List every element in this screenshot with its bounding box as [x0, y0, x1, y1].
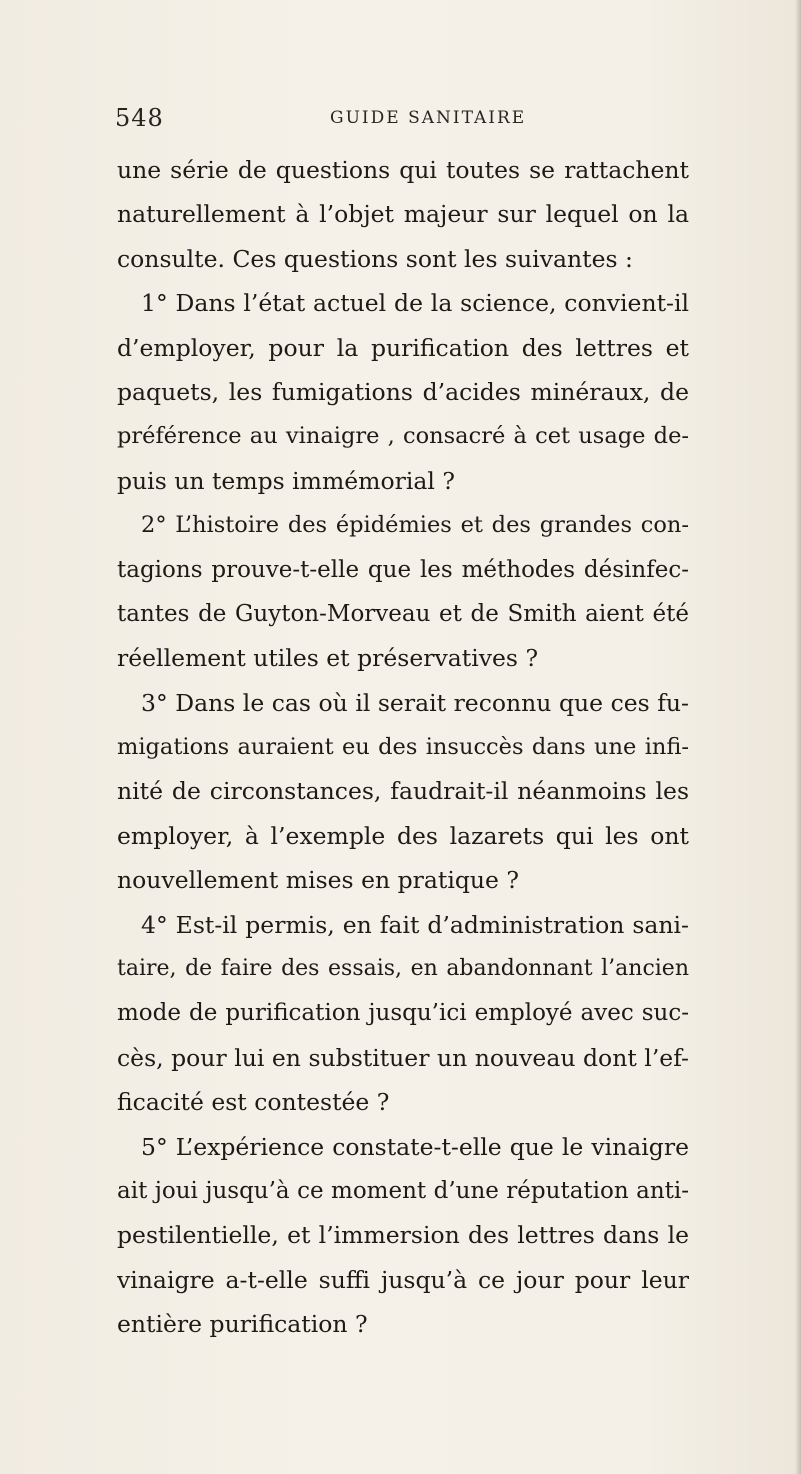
- text-line: une série de questions qui toutes se rattachent: [117, 156, 689, 184]
- text-line: entière purification ?: [117, 1310, 368, 1339]
- text-line: ait joui jusqu’à ce moment d’une réputation anti-: [117, 1177, 689, 1204]
- text-line: mode de purification jusqu’ici employé avec suc-: [117, 1000, 689, 1027]
- text-line: employer, à l’exemple des lazarets qui les ont: [117, 821, 689, 850]
- text-line: tagions prouve-t-elle que les méthodes désinfec-: [117, 556, 689, 583]
- text-line: 1° Dans l’état actuel de la science, convient-il: [141, 289, 689, 318]
- text-line: 3° Dans le cas où il serait reconnu que ces fu-: [141, 688, 689, 717]
- text-line: 2° L’histoire des épidémies et des grandes con-: [141, 512, 689, 539]
- text-line: vinaigre a-t-elle suffi jusqu’à ce jour pour leur: [117, 1265, 689, 1294]
- body-text: [117, 148, 689, 1347]
- text-line: réellement utiles et préservatives ?: [117, 644, 539, 673]
- text-line: paquets, les fumigations d’acides minéraux, de: [117, 377, 689, 406]
- text-line: ficacité est contestée ?: [117, 1088, 390, 1117]
- text-line: nouvellement mises en pratique ?: [117, 866, 519, 895]
- text-line: consulte. Ces questions sont les suivantes :: [117, 244, 633, 273]
- text-line: nité de circonstances, faudrait-il néanmoins les: [117, 777, 689, 806]
- text-line: cès, pour lui en substituer un nouveau dont l’ef-: [117, 1043, 689, 1072]
- text-line: pestilentielle, et l’immersion des lettres dans le: [117, 1221, 689, 1250]
- text-line: naturellement à l’objet majeur sur lequel on la: [117, 200, 689, 229]
- text-line: 5° L’expérience constate-t-elle que le vinaigre: [141, 1132, 689, 1161]
- text-line: migations auraient eu des insuccès dans une infi-: [117, 734, 689, 761]
- text-line: puis un temps immémorial ?: [117, 466, 455, 495]
- text-line: d’employer, pour la purification des lettres et: [117, 333, 689, 362]
- text-line: taire, de faire des essais, en abandonnant l’ancien: [117, 956, 689, 982]
- text-line: 4° Est-il permis, en fait d’administration sani-: [141, 910, 689, 939]
- text-line: tantes de Guyton-Morveau et de Smith aient été: [117, 600, 689, 627]
- running-title: GUIDE SANITAIRE: [330, 108, 527, 128]
- page-number: 548: [115, 104, 164, 132]
- page-header: [115, 104, 685, 138]
- text-line: préférence au vinaigre , consacré à cet usage de-: [117, 423, 689, 450]
- page-edge-shadow: [795, 0, 801, 1474]
